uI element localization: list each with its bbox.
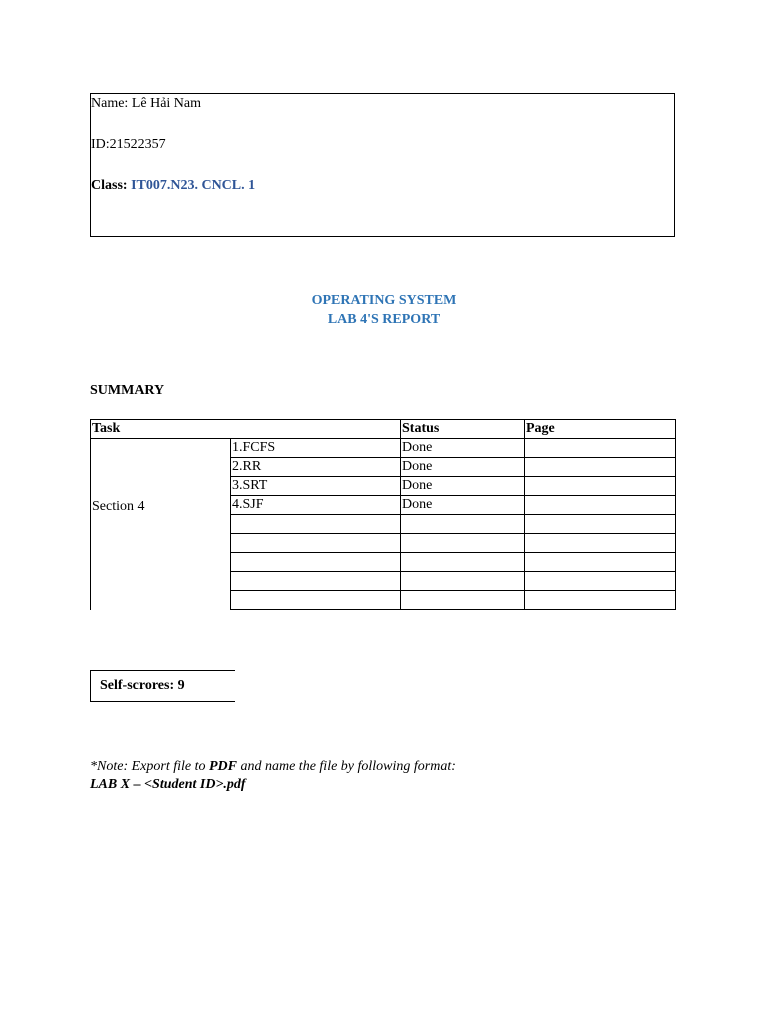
- note-suffix: and name the file by following format:: [236, 759, 456, 774]
- status-cell: [401, 572, 525, 591]
- task-cell: 1.FCFS: [231, 439, 401, 458]
- file-name-format: LAB X – <Student ID>.pdf: [90, 777, 246, 792]
- table-header-row: [91, 420, 676, 439]
- report-title-line2: LAB 4'S REPORT: [327, 312, 441, 327]
- task-cell: [231, 515, 401, 534]
- task-cell: [231, 534, 401, 553]
- header-status: Status: [401, 420, 525, 439]
- task-cell: 2.RR: [231, 458, 401, 477]
- section-cell: [91, 439, 231, 610]
- class-value: IT007.N23. CNCL. 1: [131, 178, 256, 193]
- page-cell: [525, 591, 676, 610]
- page-cell: [525, 534, 676, 553]
- page-cell: [525, 439, 676, 458]
- status-cell: Done: [401, 458, 525, 477]
- student-info-box: [90, 93, 675, 237]
- status-cell: Done: [401, 477, 525, 496]
- status-cell: [401, 534, 525, 553]
- table-row: [91, 439, 676, 458]
- task-cell: 3.SRT: [231, 477, 401, 496]
- status-cell: [401, 591, 525, 610]
- class-label: Class:: [91, 178, 128, 193]
- page-cell: [525, 477, 676, 496]
- self-score-box: Self-scrores: 9: [90, 670, 235, 702]
- export-note: [90, 759, 456, 775]
- header-task: Task: [91, 420, 401, 439]
- status-cell: [401, 553, 525, 572]
- header-page: Page: [525, 420, 676, 439]
- page-cell: [525, 458, 676, 477]
- page-cell: [525, 553, 676, 572]
- task-cell: 4.SJF: [231, 496, 401, 515]
- note-pdf: PDF: [208, 759, 237, 774]
- section-label: Section 4: [92, 499, 145, 514]
- status-cell: Done: [401, 439, 525, 458]
- note-prefix: *Note: Export file to: [90, 759, 209, 774]
- page-cell: [525, 515, 676, 534]
- summary-table: [90, 419, 676, 610]
- task-cell: [231, 591, 401, 610]
- student-name: Name: Lê Hải Nam: [91, 96, 202, 111]
- report-title-line1: OPERATING SYSTEM: [311, 293, 457, 308]
- page-cell: [525, 572, 676, 591]
- page-cell: [525, 496, 676, 515]
- task-cell: [231, 572, 401, 591]
- student-id: ID:21522357: [91, 137, 166, 152]
- task-cell: [231, 553, 401, 572]
- status-cell: [401, 515, 525, 534]
- summary-heading: SUMMARY: [90, 383, 165, 398]
- student-class: [91, 178, 255, 194]
- status-cell: Done: [401, 496, 525, 515]
